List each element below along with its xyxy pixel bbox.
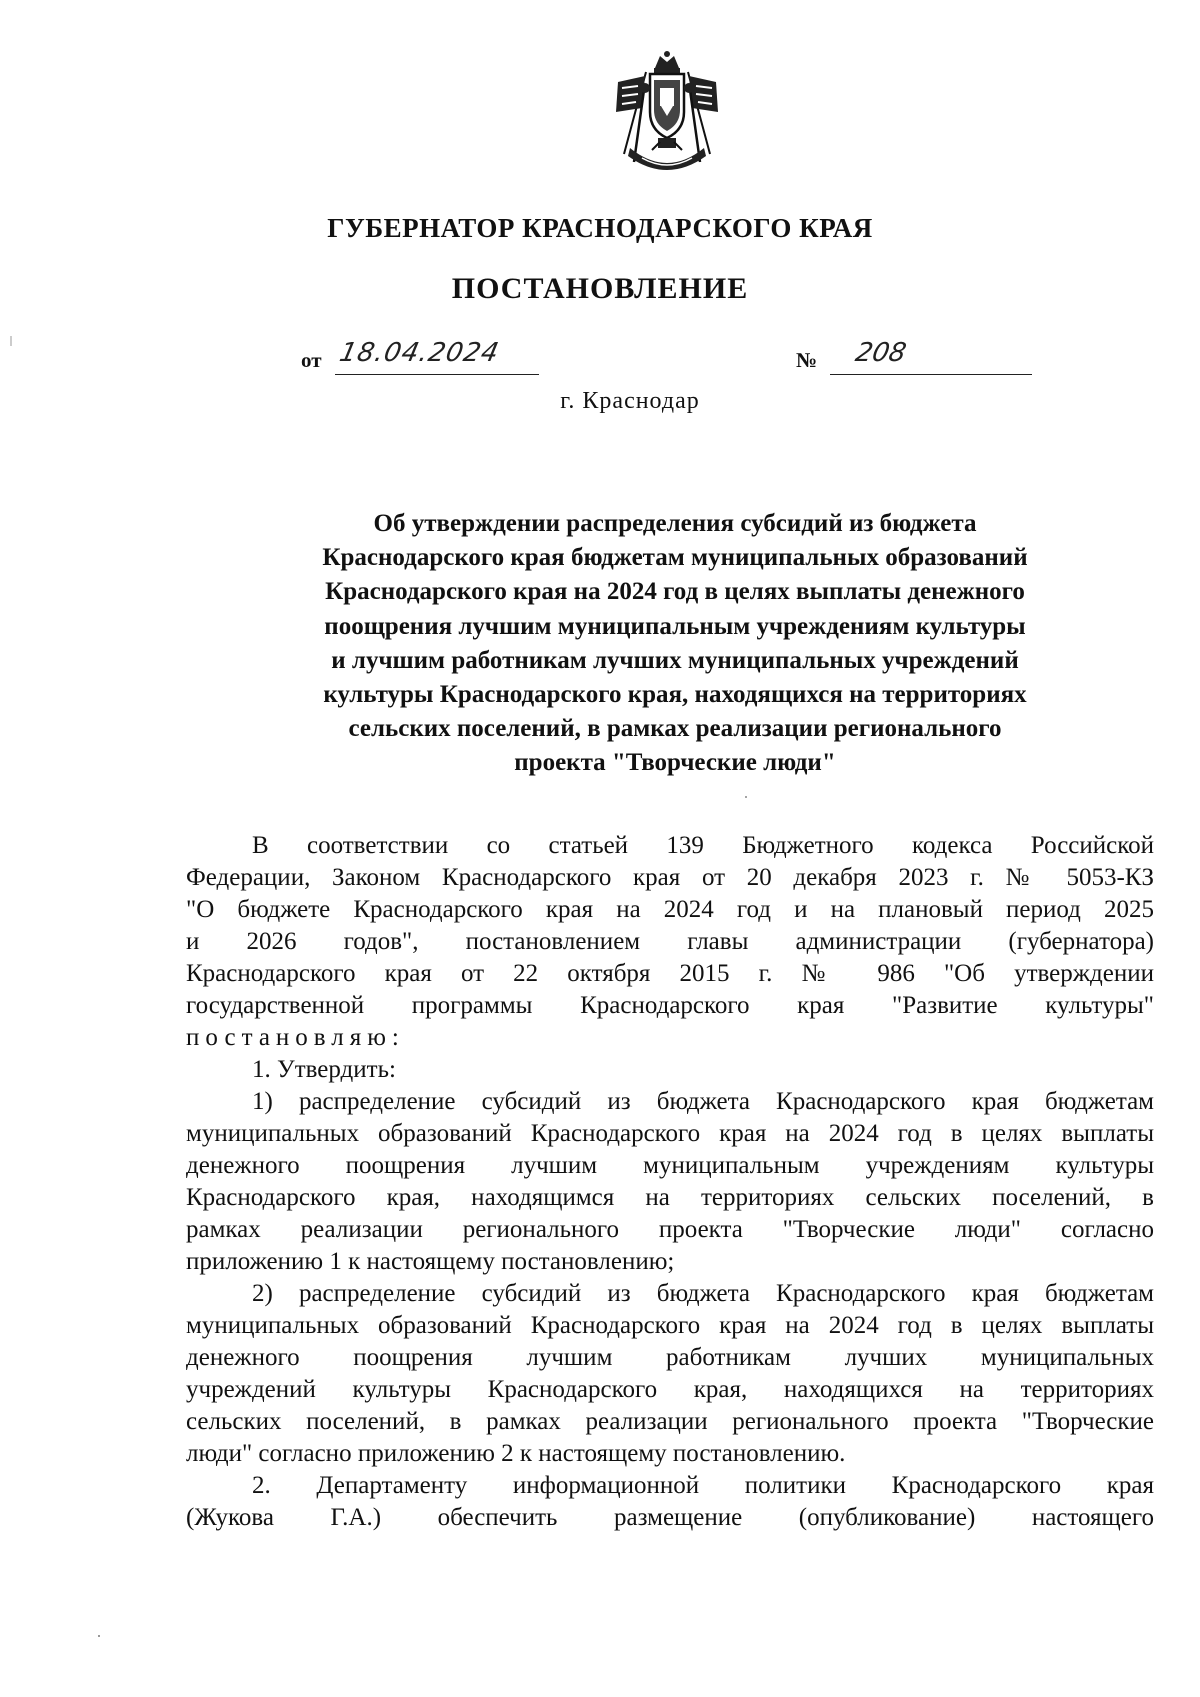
resolve-word: постановляю:	[186, 1024, 405, 1051]
number-label: №	[796, 348, 818, 372]
text-line: муниципальных образований Краснодарского края на 2024 год в целях выплаты	[186, 1120, 1154, 1147]
handwritten-number: 208	[852, 338, 909, 368]
document-body	[186, 830, 1154, 1534]
text-line: и 2026 годов", постановлением главы администрации (губернатора)	[186, 928, 1154, 955]
number-underline	[830, 374, 1032, 375]
text-line: люди" согласно приложению 2 к настоящему постановлению.	[186, 1440, 846, 1467]
text-line: 1. Утвердить:	[252, 1056, 396, 1083]
city: г. Краснодар	[560, 388, 700, 414]
document-subject	[250, 507, 1100, 781]
text-line: денежного поощрения лучшим муниципальным учреждениям культуры	[186, 1152, 1154, 1179]
text-line: рамках реализации регионального проекта "Творческие люди" согласно	[186, 1216, 1154, 1243]
text-line: муниципальных образований Краснодарского края на 2024 год в целях выплаты	[186, 1312, 1154, 1339]
item-1-1-paragraph	[186, 1086, 1154, 1278]
subject-line: Краснодарского края бюджетам муниципальных образований	[322, 544, 1028, 572]
subject-line: проекта "Творческие люди"	[514, 749, 836, 777]
subject-line: сельских поселений, в рамках реализации регионального	[348, 715, 1002, 743]
item-2-paragraph	[186, 1470, 1154, 1534]
text-line: 1) распределение субсидий из бюджета Краснодарского края бюджетам	[252, 1088, 1154, 1115]
date-number-row	[0, 338, 1200, 378]
scan-mark	[10, 336, 12, 346]
scan-speck	[745, 796, 747, 798]
text-line: 2. Департаменту информационной политики Краснодарского края	[252, 1472, 1154, 1499]
subject-line: культуры Краснодарского края, находящихся на территориях	[323, 681, 1027, 709]
text-line: Краснодарского края от 22 октября 2015 г. № 986 "Об утверждении	[186, 960, 1154, 987]
subject-line: поощрения лучшим муниципальным учреждениям культуры	[324, 612, 1026, 640]
text-line: В соответствии со статьей 139 Бюджетного кодекса Российской	[252, 832, 1154, 859]
krasnodar-coat-of-arms-emblem	[608, 50, 726, 182]
date-label: от	[301, 348, 322, 372]
subject-line: Краснодарского края на 2024 год в целях выплаты денежного	[325, 578, 1025, 606]
issuing-authority: ГУБЕРНАТОР КРАСНОДАРСКОГО КРАЯ	[327, 213, 873, 243]
text-line: Краснодарского края, находящимся на территориях сельских поселений, в	[186, 1184, 1154, 1211]
scan-speck	[98, 1635, 100, 1637]
item-1-heading	[186, 1054, 1154, 1086]
text-line: приложению 1 к настоящему постановлению;	[186, 1248, 675, 1275]
item-1-2-paragraph	[186, 1278, 1154, 1470]
text-line: Федерации, Законом Краснодарского края от 20 декабря 2023 г. № 5053-КЗ	[186, 864, 1154, 891]
text-line: денежного поощрения лучшим работникам лучших муниципальных	[186, 1344, 1154, 1371]
preamble-paragraph	[186, 830, 1154, 1054]
document-type: ПОСТАНОВЛЕНИЕ	[451, 272, 749, 305]
text-line: сельских поселений, в рамках реализации регионального проекта "Творческие	[186, 1408, 1154, 1435]
text-line: учреждений культуры Краснодарского края, находящихся на территориях	[186, 1376, 1154, 1403]
text-line: 2) распределение субсидий из бюджета Краснодарского края бюджетам	[252, 1280, 1154, 1307]
text-line: государственной программы Краснодарского края "Развитие культуры"	[186, 992, 1154, 1019]
text-line: (Жукова Г.А.) обеспечить размещение (опубликование) настоящего	[186, 1504, 1154, 1531]
subject-line: Об утверждении распределения субсидий из бюджета	[373, 510, 977, 537]
date-underline	[335, 374, 539, 375]
subject-line: и лучшим работникам лучших муниципальных учреждений	[331, 646, 1019, 674]
handwritten-date: 18.04.2024	[336, 338, 503, 368]
text-line: "О бюджете Краснодарского края на 2024 год и на плановый период 2025	[186, 896, 1154, 923]
